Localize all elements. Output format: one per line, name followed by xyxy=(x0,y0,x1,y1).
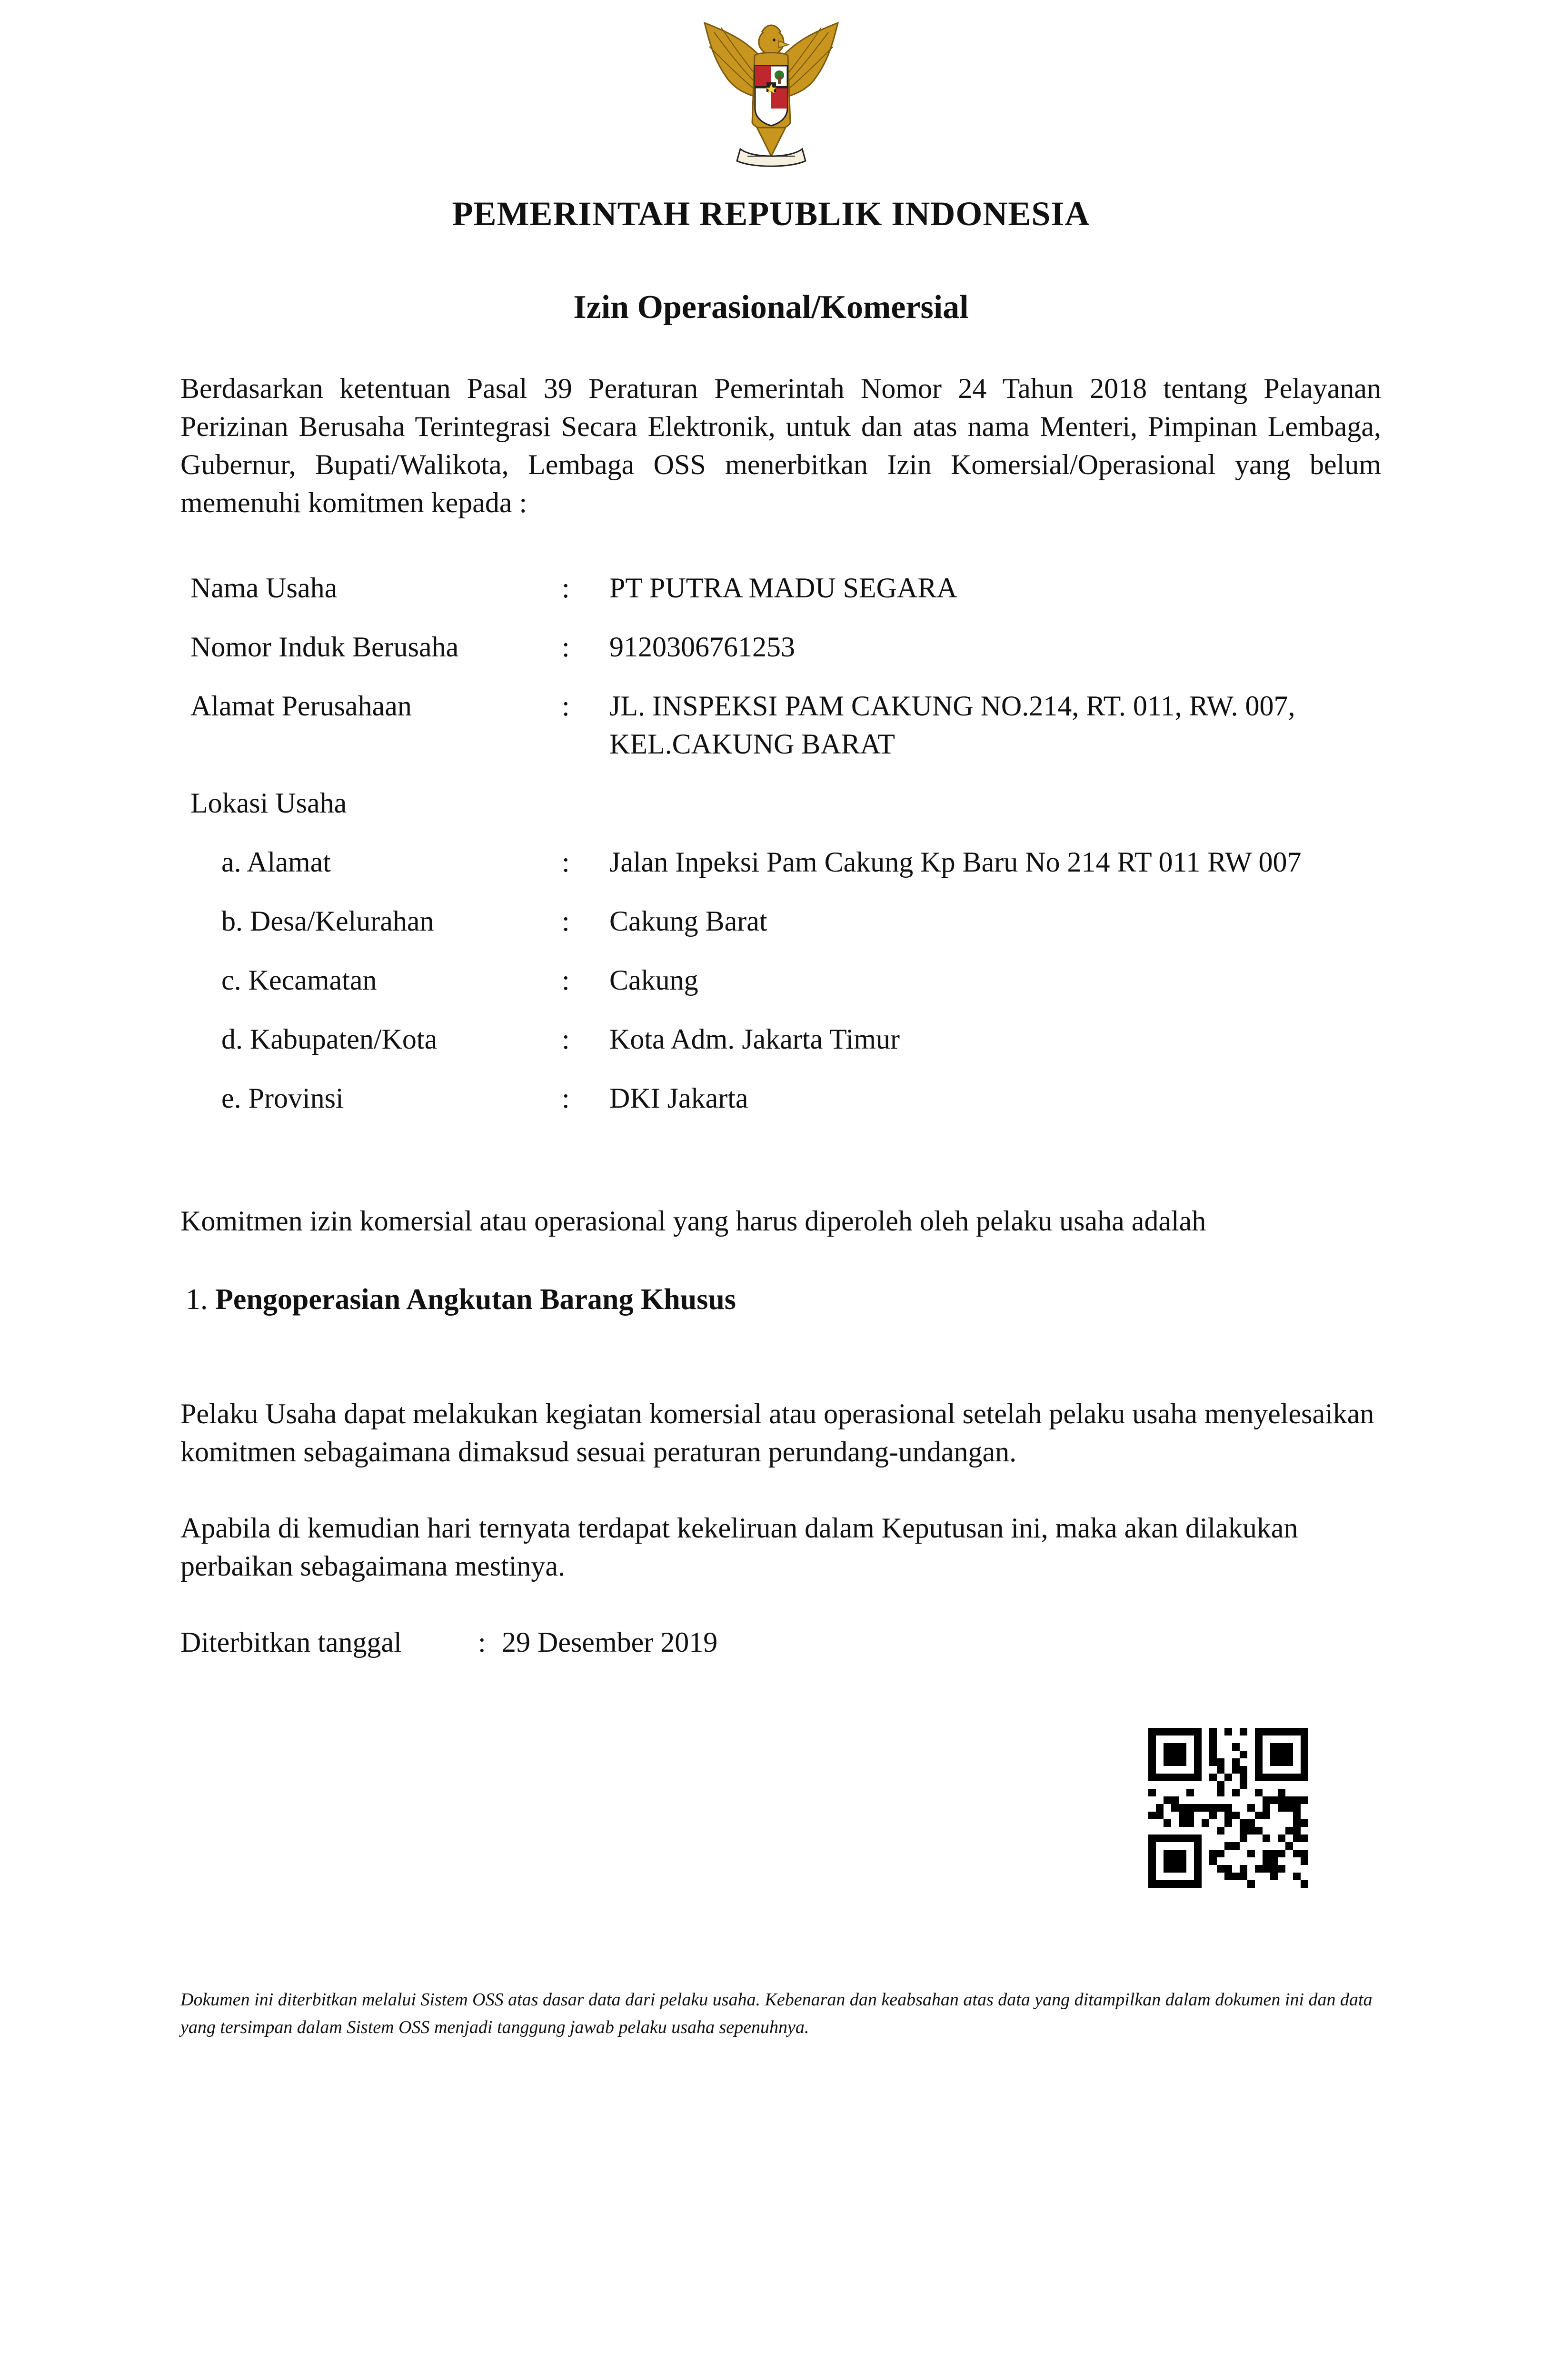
activity-paragraph: Pelaku Usaha dapat melakukan kegiatan komersial atau operasional setelah pelaku usaha menyelesaikan komitmen sebagaimana dimaksud sesuai peraturan perundang-undangan. xyxy=(180,1398,1374,1468)
company-address-line-2: KEL.CAKUNG BARAT xyxy=(609,728,895,760)
colon: : xyxy=(478,1626,486,1658)
location-province-label: e. Provinsi xyxy=(221,1082,344,1114)
issued-date xyxy=(180,1623,718,1661)
issued-date-value: 29 Desember 2019 xyxy=(502,1626,718,1658)
colon: : xyxy=(562,690,570,722)
row-location-village xyxy=(190,902,1390,940)
location-district-label: c. Kecamatan xyxy=(221,964,377,996)
row-business-location xyxy=(190,784,1390,822)
row-nib xyxy=(190,628,1390,666)
location-village-label: b. Desa/Kelurahan xyxy=(221,905,434,937)
location-village-value: Cakung Barat xyxy=(609,905,767,937)
colon: : xyxy=(562,1023,570,1055)
row-location-district xyxy=(190,961,1390,999)
row-location-address xyxy=(190,843,1390,881)
row-company-address xyxy=(190,687,1390,763)
document-title: Izin Operasional/Komersial xyxy=(573,289,969,326)
disclaimer-note: Dokumen ini diterbitkan melalui Sistem OSS atas dasar data dari pelaku usaha. Kebenaran dan keabsahan atas data yang ditampilkan dalam dokumen ini dan data yang tersimpan dalam Sistem OSS menjadi tanggung jawab pelaku usaha sepenuhnya. xyxy=(180,1990,1373,2037)
commitment-intro: Komitmen izin komersial atau operasional yang harus diperoleh oleh pelaku usaha adalah xyxy=(180,1205,1206,1237)
business-info-table xyxy=(190,569,1390,1138)
location-address-value: Jalan Inpeksi Pam Cakung Kp Baru No 214 RT 011 RW 007 xyxy=(609,846,1302,878)
row-location-regency xyxy=(190,1020,1390,1058)
government-title: PEMERINTAH REPUBLIK INDONESIA xyxy=(452,195,1090,233)
business-name-label: Nama Usaha xyxy=(190,572,338,604)
location-address-label: a. Alamat xyxy=(221,846,331,878)
intro-paragraph: Berdasarkan ketentuan Pasal 39 Peraturan Pemerintah Nomor 24 Tahun 2018 tentang Pelayanan Perizinan Berusaha Terintegrasi Secara Elektronik, untuk dan atas nama Menteri, Pimpinan Lembaga, Gubernur, Bupati/Walikota, Lembaga OSS menerbitkan Izin Komersial/Operasional yang belum memenuhi komitmen kepada : xyxy=(180,373,1381,518)
nib-label: Nomor Induk Berusaha xyxy=(190,631,459,663)
company-address-line-1: JL. INSPEKSI PAM CAKUNG NO.214, RT. 011, RW. 007, xyxy=(609,690,1295,722)
commitment-item-number: 1. xyxy=(186,1283,208,1316)
garuda-emblem-icon xyxy=(695,13,847,175)
location-regency-value: Kota Adm. Jakarta Timur xyxy=(609,1023,900,1055)
location-regency-label: d. Kabupaten/Kota xyxy=(221,1023,438,1055)
business-name-value: PT PUTRA MADU SEGARA xyxy=(609,572,957,604)
colon: : xyxy=(562,631,570,663)
colon: : xyxy=(562,905,570,937)
issued-date-label: Diterbitkan tanggal xyxy=(180,1626,402,1658)
row-business-name xyxy=(190,569,1390,607)
commitment-item xyxy=(186,1280,736,1319)
colon: : xyxy=(562,846,570,878)
qr-code-icon xyxy=(1148,1728,1308,1888)
company-address-label: Alamat Perusahaan xyxy=(190,690,412,722)
colon: : xyxy=(562,964,570,996)
correction-paragraph: Apabila di kemudian hari ternyata terdapat kekeliruan dalam Keputusan ini, maka akan dilakukan perbaikan sebagaimana mestinya. xyxy=(180,1512,1298,1582)
commitment-item-name: Pengoperasian Angkutan Barang Khusus xyxy=(215,1283,736,1316)
row-location-province xyxy=(190,1079,1390,1117)
colon: : xyxy=(562,1082,570,1114)
colon: : xyxy=(562,572,570,604)
nib-value: 9120306761253 xyxy=(609,631,795,663)
location-district-value: Cakung xyxy=(609,964,698,996)
location-province-value: DKI Jakarta xyxy=(609,1082,748,1114)
business-location-label: Lokasi Usaha xyxy=(190,787,347,819)
company-address-value xyxy=(609,687,1390,763)
